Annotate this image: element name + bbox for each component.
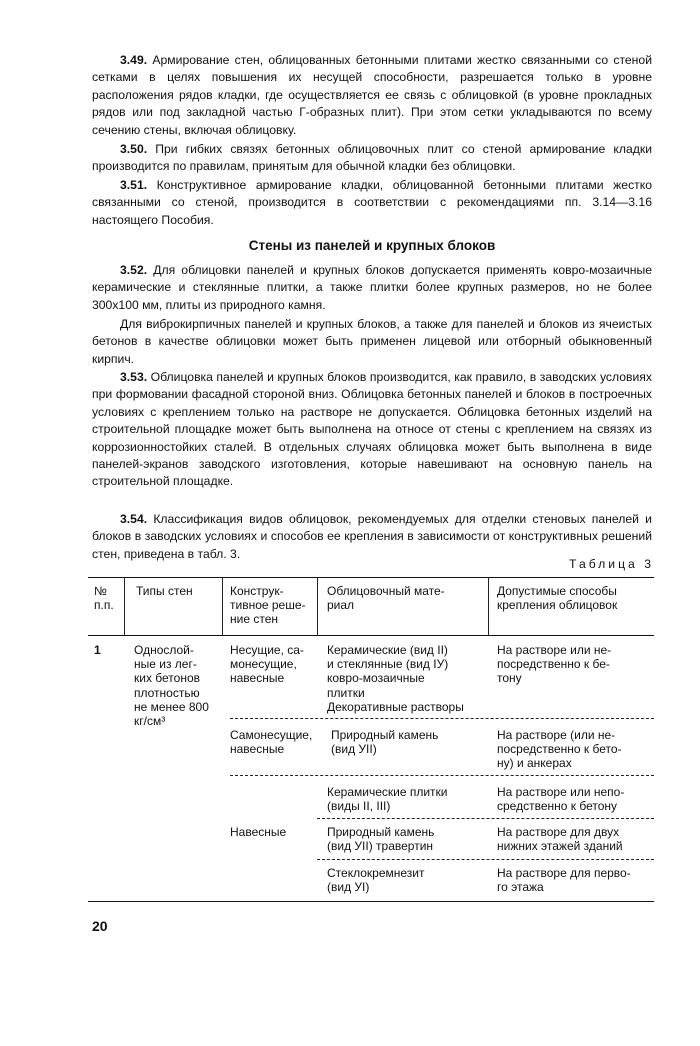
cell-material: Природный камень (вид УII) травертин <box>327 825 435 854</box>
cell-fastening: На растворе или не- посредственно к бе- тону <box>497 643 612 686</box>
cell-fastening: На растворе (или не- посредственно к бето- ну) и анкерах <box>497 728 622 771</box>
page-number: 20 <box>92 918 108 934</box>
row-divider <box>230 718 654 719</box>
cell-construct: Несущие, са- монесущие, навесные <box>230 643 304 686</box>
table-header-rule <box>88 635 654 636</box>
paragraph-3-50 <box>92 141 652 176</box>
cell-material: Стеклокремнезит (вид УI) <box>327 866 425 895</box>
column-divider <box>124 577 125 635</box>
cell-fastening: На растворе для двух нижних этажей зданий <box>497 825 623 854</box>
cell-construct: Навесные <box>230 825 287 839</box>
paragraph-3-54 <box>92 511 652 563</box>
header-construct: Конструк- тивное реше- ние стен <box>230 584 306 627</box>
cell-construct: Самонесущие, навесные <box>230 728 313 757</box>
table-caption: Таблица 3 <box>569 557 654 571</box>
paragraph-number: 3.53. <box>120 370 148 384</box>
paragraph-text: Классификация видов облицовок, рекомендуемых для отделки стеновых панелей и блоков в заводских условиях и способов ее крепления в зависимости от конструктивных решений стен, приведена в табл. 3. <box>92 512 652 561</box>
cell-material: Керамические (вид II) и стеклянные (вид IУ) ковро-мозаичные плитки Декоративные растворы <box>327 643 464 714</box>
paragraph-text: Облицовка панелей и крупных блоков производится, как правило, в заводских условиях при формовании фасадной стороной вниз. Облицовка бетонных панелей и блоков в построечных условиях с креплением только на растворе не допускается. Облицовка бетонных изделий на строительной площадке может быть выполнена на относе от стены с креплением на связях из коррозионностойких сталей. В отдельных случаях облицовка может быть выполнена в виде панелей-экранов заводского изготовления, которые навешивают на основную панель на строительной площадке. <box>92 370 652 489</box>
cell-fastening: На растворе для перво- го этажа <box>497 866 631 895</box>
paragraph-3-51 <box>92 177 652 229</box>
cell-material: Природный камень (вид УII) <box>331 728 439 757</box>
table-bottom-rule <box>88 901 654 902</box>
row-divider <box>230 775 654 776</box>
paragraph-3-53 <box>92 369 652 491</box>
row-number: 1 <box>94 643 101 657</box>
column-divider <box>488 577 489 635</box>
header-wall-type: Типы стен <box>136 584 193 598</box>
paragraph-number: 3.54. <box>120 512 148 526</box>
paragraph-text: При гибких связях бетонных облицовочных плит со стеной армирование кладки производится по правилам, принятым для обычной кладки без облицовки. <box>92 142 652 174</box>
paragraph-text: Конструктивное армирование кладки, облицованной бетонными плитами жестко связанными со стеной, производится в соответствии с рекомендациями пп. 3.14—3.16 настоящего Пособия. <box>92 178 652 227</box>
table-top-rule <box>88 577 654 578</box>
column-divider <box>317 577 318 635</box>
column-divider <box>222 577 223 635</box>
paragraph-3-49 <box>92 52 652 139</box>
header-number: № п.п. <box>94 584 114 613</box>
paragraph-3-52 <box>92 262 652 314</box>
header-fastening: Допустимые способы крепления облицовок <box>497 584 618 613</box>
section-heading: Стены из панелей и крупных блоков <box>248 238 496 253</box>
paragraph-number: 3.50. <box>120 142 148 156</box>
paragraph-text: Армирование стен, облицованных бетонными плитами жестко связанными со стеной сетками в целях повышения их несущей способности, разрешается только в уровне расположения рядов кладки, где осуществляется ее связь с облицовкой (в уровне прокладных рядов или под закладной частью Г-образных плит). При этом сетки укладываются по всему сечению стены, включая облицовку. <box>92 53 652 137</box>
cell-wall-type: Однослой- ные из лег- ких бетонов плотностью не менее 800 кг/см³ <box>134 643 209 729</box>
cell-fastening: На растворе или непо- средственно к бетону <box>497 785 625 814</box>
paragraph-3-52-cont: Для виброкирпичных панелей и крупных блоков, а также для панелей и блоков из ячеистых бетонов в качестве облицовки может быть применен лицевой или отборный обыкновенный кирпич. <box>92 317 652 366</box>
cell-material: Керамические плитки (виды II, III) <box>327 785 448 814</box>
header-material: Облицовочный мате- риал <box>327 584 445 613</box>
paragraph-number: 3.51. <box>120 178 148 192</box>
row-divider <box>317 818 654 819</box>
paragraph-text: Для облицовки панелей и крупных блоков допускается применять ковро-мозаичные керамические и стеклянные плитки, а также плитки более крупных размеров, но не более 300x100 мм, плиты из природного камня. <box>92 263 652 312</box>
row-divider <box>317 859 654 860</box>
paragraph-number: 3.49. <box>120 53 148 67</box>
paragraph-number: 3.52. <box>120 263 148 277</box>
